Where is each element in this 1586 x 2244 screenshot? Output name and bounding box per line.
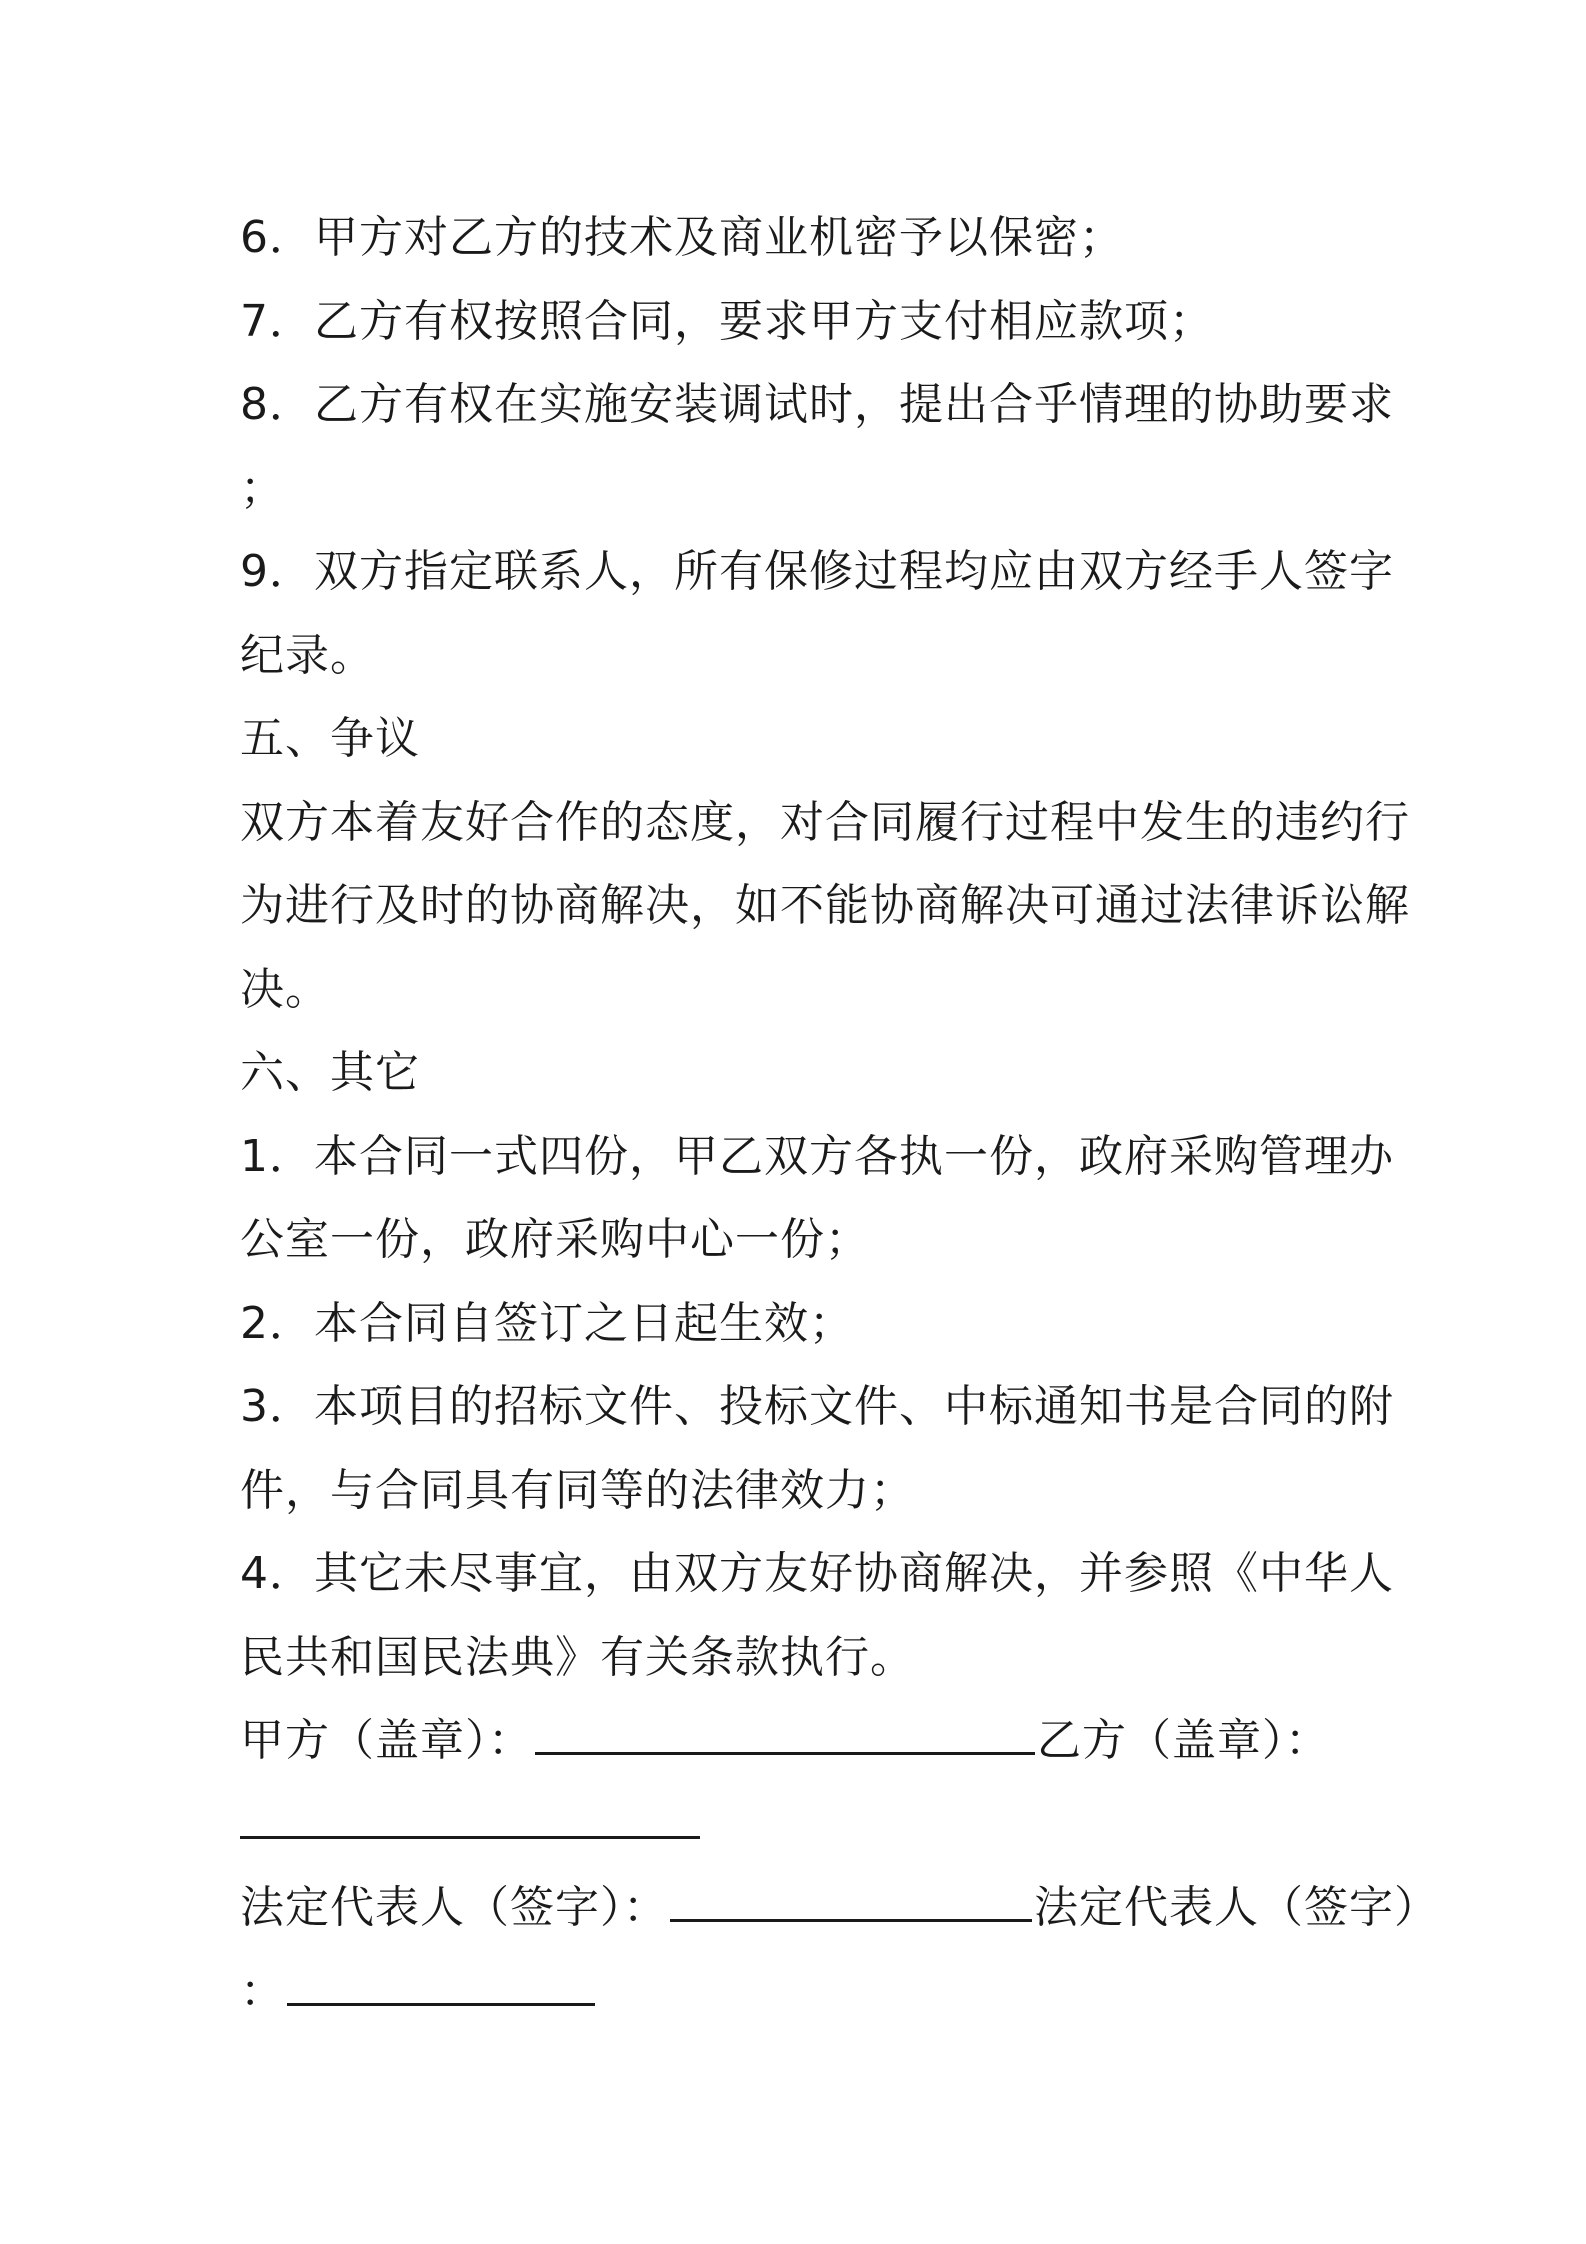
- other-clause-1-continued: 公室一份，政府采购中心一份；: [240, 1214, 870, 1265]
- document-body: [240, 196, 1439, 2033]
- clause-9: 9．双方指定联系人，所有保修过程均应由双方经手人签字: [240, 546, 1394, 597]
- other-clause-4: 4．其它未尽事宜，由双方友好协商解决，并参照《中华人: [240, 1548, 1394, 1599]
- party-a-seal-label: 甲方（盖章）：: [240, 1715, 533, 1766]
- rep-b-signature-blank[interactable]: [287, 1973, 595, 2006]
- other-clause-3: 3．本项目的招标文件、投标文件、中标通知书是合同的附: [240, 1381, 1394, 1432]
- rep-b-signature-blank-row: [240, 1950, 1360, 2034]
- party-b-seal-blank-row: [240, 1783, 1360, 1867]
- section-heading-dispute: 五、争议: [240, 713, 420, 764]
- rep-a-signature-blank[interactable]: [670, 1889, 1032, 1922]
- other-clause-1: 1．本合同一式四份，甲乙双方各执一份，政府采购管理办: [240, 1130, 1394, 1182]
- clause-8-continued: ；: [240, 462, 285, 514]
- rep-b-colon: ：: [240, 1965, 285, 2017]
- clause-8: 8．乙方有权在实施安装调试时，提出合乎情理的协助要求: [240, 379, 1394, 430]
- dispute-paragraph-line-2: 为进行及时的协商解决，如不能协商解决可通过法律诉讼解: [240, 880, 1410, 931]
- clause-9-continued: 纪录。: [240, 629, 375, 681]
- section-heading-other: 六、其它: [240, 1047, 420, 1098]
- rep-a-signature-label: 法定代表人（签字）：: [240, 1882, 668, 1933]
- dispute-paragraph-line-1: 双方本着友好合作的态度，对合同履行过程中发生的违约行: [240, 796, 1410, 848]
- party-b-seal-blank[interactable]: [240, 1806, 700, 1839]
- other-clause-3-continued: 件，与合同具有同等的法律效力；: [240, 1464, 915, 1516]
- party-a-seal-blank[interactable]: [535, 1722, 1035, 1755]
- clause-7: 7．乙方有权按照合同，要求甲方支付相应款项；: [240, 295, 1214, 347]
- representative-signature-row: [240, 1866, 1439, 1950]
- other-clause-4-continued: 民共和国民法典》有关条款执行。: [240, 1631, 915, 1683]
- dispute-paragraph-line-3: 决。: [240, 963, 330, 1015]
- party-b-seal-label: 乙方（盖章）：: [1037, 1715, 1330, 1766]
- party-seal-row: [240, 1699, 1360, 1783]
- other-clause-2: 2．本合同自签订之日起生效；: [240, 1297, 854, 1349]
- rep-b-signature-label: 法定代表人（签字）: [1034, 1882, 1439, 1933]
- clause-6: 6．甲方对乙方的技术及商业机密予以保密；: [240, 212, 1124, 263]
